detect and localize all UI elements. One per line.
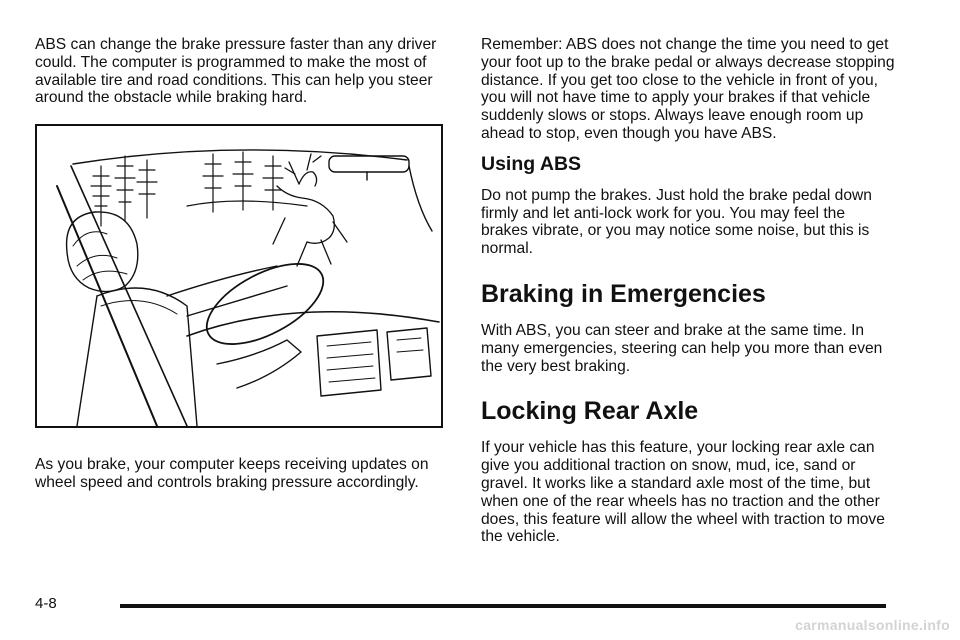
driver-braking-illustration — [35, 124, 443, 428]
braking-emergencies-paragraph: With ABS, you can steer and brake at the same time. In many emergencies, steering can help you more than even the very best braking. — [481, 321, 883, 375]
locking-rear-axle-paragraph: If your vehicle has this feature, your locking rear axle can give you additional traction on snow, mud, ice, sand or gravel. It works like a standard axle most of the time, but when one of the rear wheels has no traction and the other does, this feature will allow the wheel with traction to move the vehicle. — [481, 439, 885, 546]
right-column — [481, 36, 895, 546]
using-abs-heading: Using ABS — [481, 152, 582, 175]
locking-rear-axle-heading: Locking Rear Axle — [481, 397, 699, 426]
braking-emergencies-heading: Braking in Emergencies — [481, 279, 766, 308]
abs-intro-paragraph: ABS can change the brake pressure faster than any driver could. The computer is programmed to make the most of available tire and road conditions. This can help you steer around the obstacle while braking hard. — [35, 36, 437, 107]
brake-updates-paragraph: As you brake, your computer keeps receiving updates on wheel speed and controls braking pressure accordingly. — [35, 456, 429, 491]
abs-reminder-paragraph: Remember: ABS does not change the time you need to get your foot up to the brake pedal or always decrease stopping distance. If you get too close to the vehicle in front of you, you will not have time to apply your brakes if that vehicle suddenly slows or stops. Always leave enough room up ahead to stop, even though you have ABS. — [481, 36, 895, 142]
left-column — [35, 36, 453, 492]
page-number: 4-8 — [35, 595, 57, 612]
footer-divider — [120, 604, 886, 608]
watermark: carmanualsonline.info — [795, 617, 950, 633]
using-abs-paragraph: Do not pump the brakes. Just hold the brake pedal down firmly and let anti-lock work for you. You may feel the brakes vibrate, or you may notice some noise, but this is normal. — [481, 186, 872, 258]
